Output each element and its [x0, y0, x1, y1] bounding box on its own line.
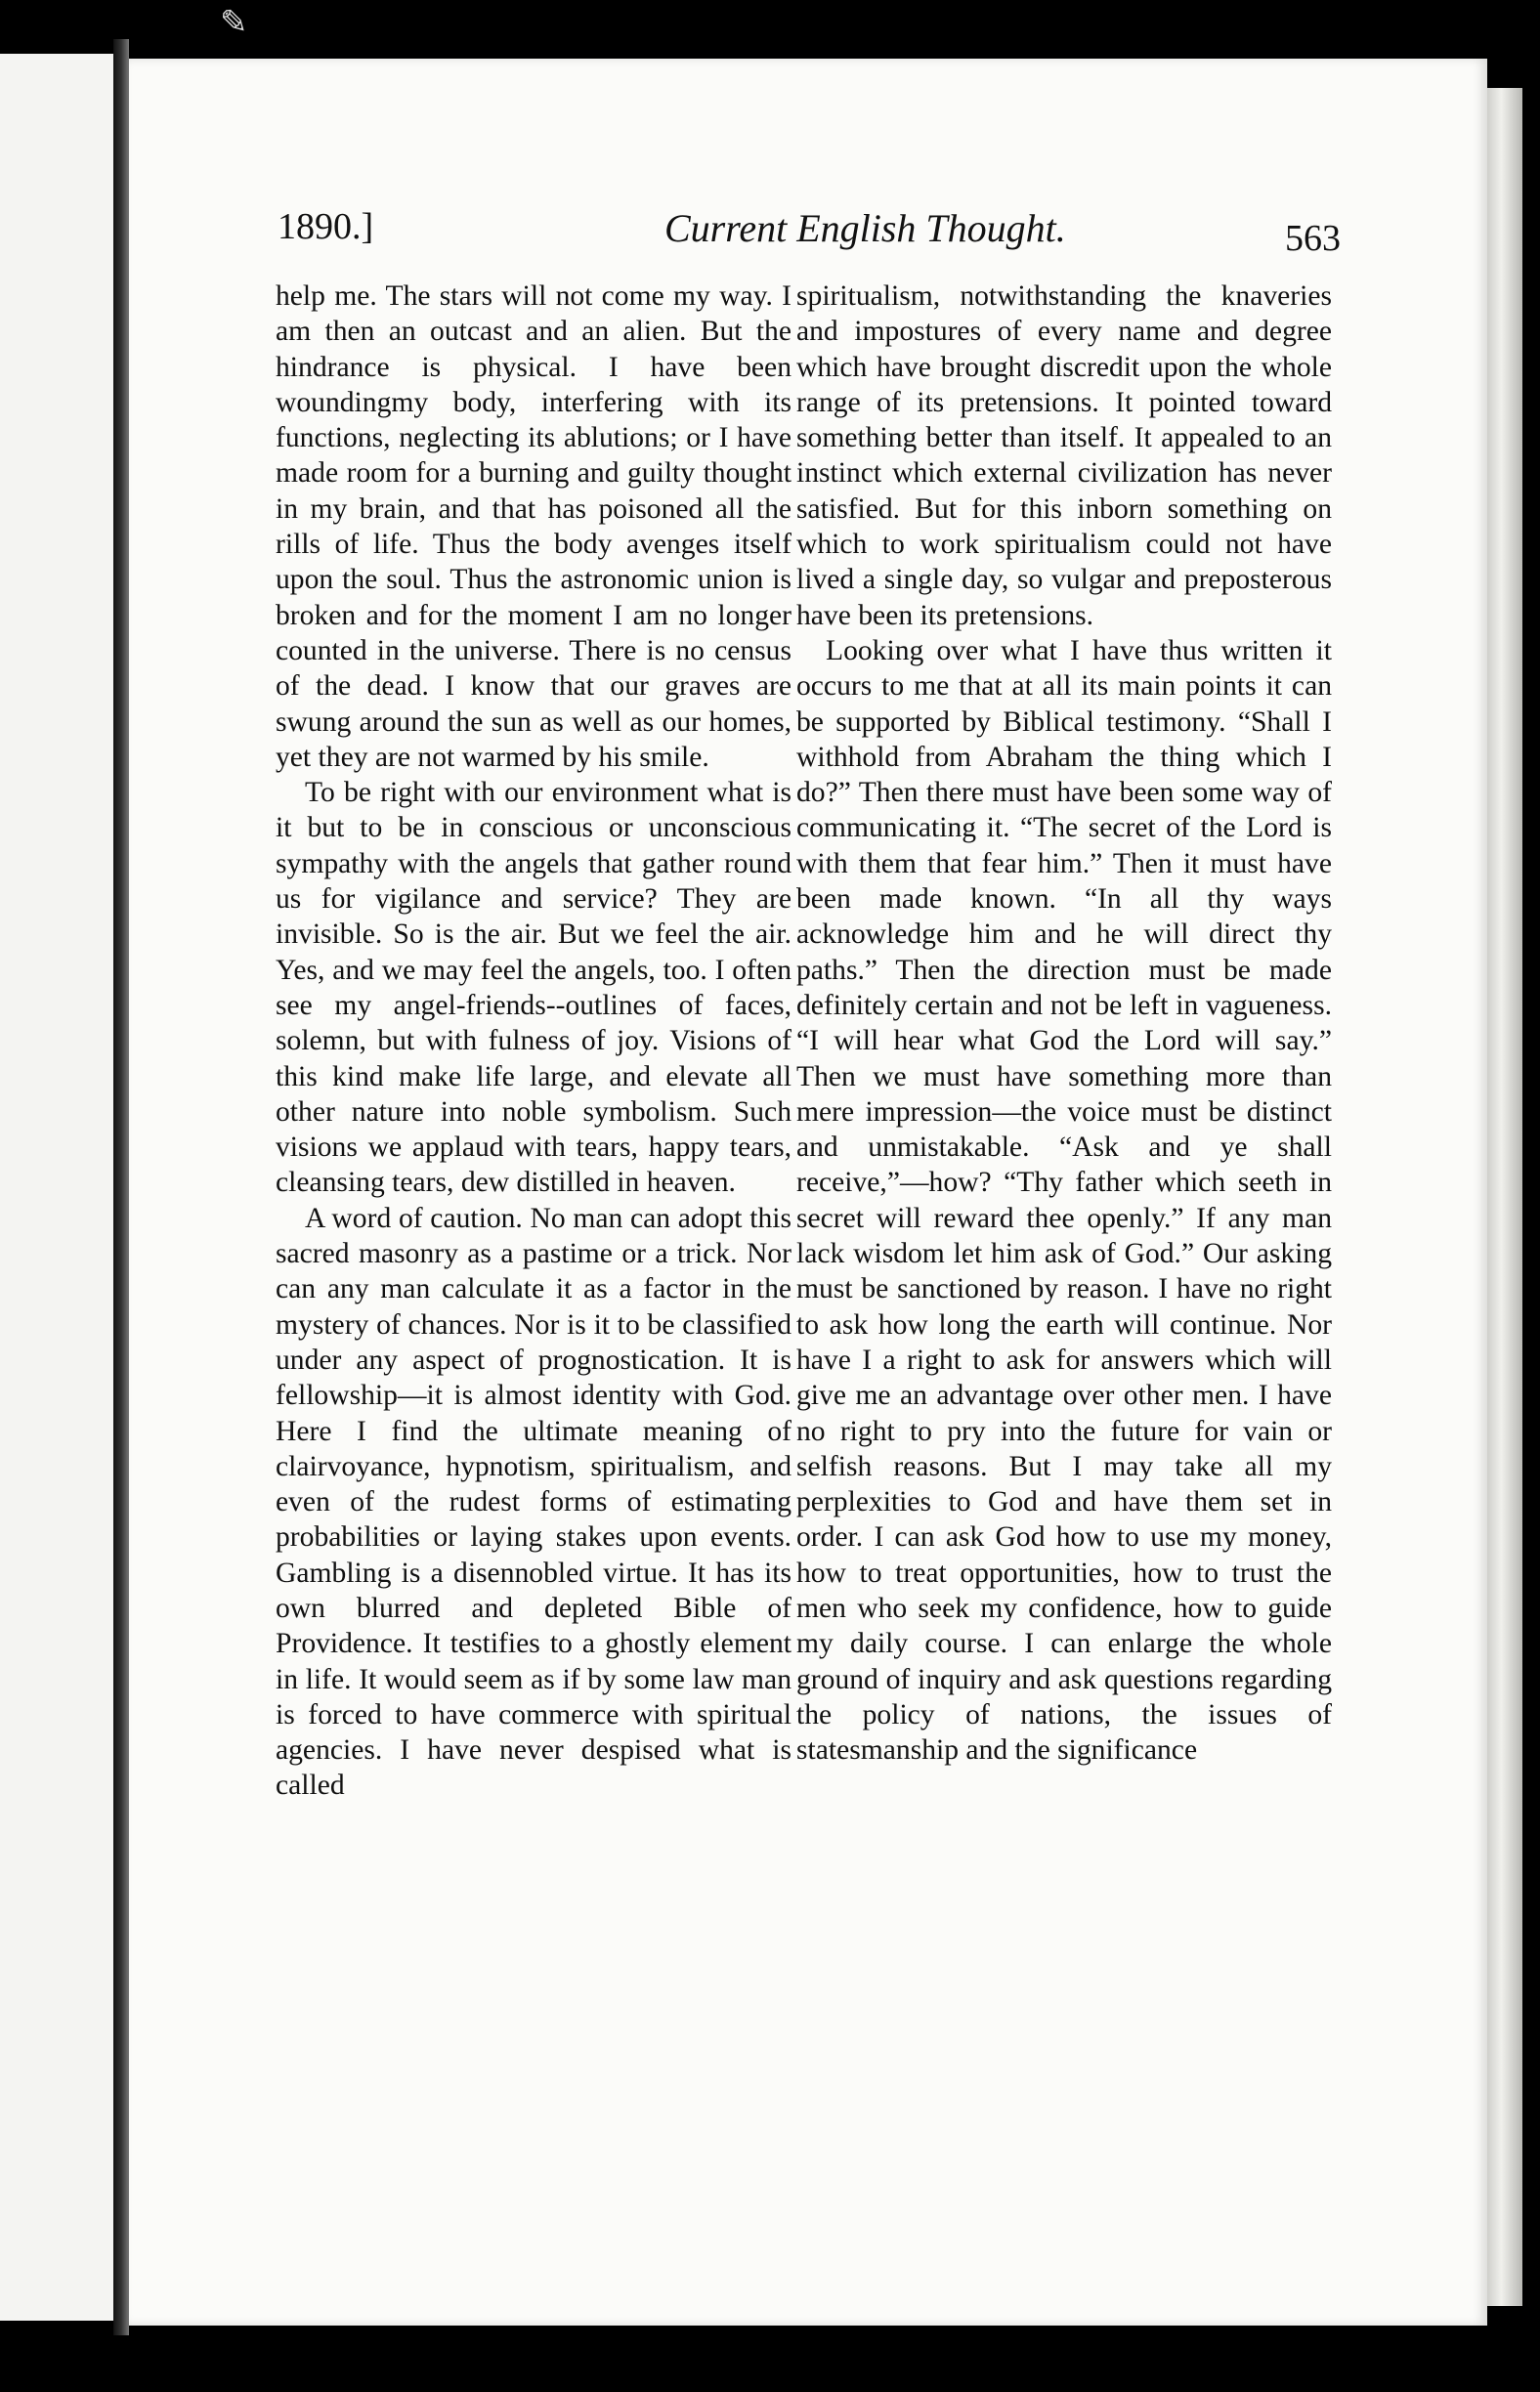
paragraph: spiritualism, notwithstanding the knaveries and impostures of every name and degree which have brought discredit upon the whole range of its pretensions. It pointed toward something better than itself. It appealed to an instinct which external civilization has never satisfied. But for this inborn something on which to work spiritualism could not have lived a single day, so vulgar and preposterous have been its pretensions.: [796, 280, 1332, 631]
paragraph: A word of caution. No man can adopt this sacred masonry as a pastime or a trick. Nor can any man calculate it as a factor in the mystery of chances. Nor is it to be classified under any aspect of prognostication. It is fellowship—it is almost identity with God. Here I find the ultimate meaning of clairvoyance, hypnotism, spiritualism, and even of the rudest forms of estimating probabilities or laying stakes upon events. Gambling is a disennobled virtue. It has its own blurred and depleted Bible of Providence. It testifies to a ghostly element in life. It would seem as if by some law man is forced to have commerce with spiritual agencies. I have never despised what is called: [276, 1202, 791, 1802]
scan-artifact: ✎: [220, 5, 248, 41]
right-text-column: [796, 278, 1332, 1768]
page-stack-edge: [1487, 88, 1522, 2306]
facing-page-edge: [0, 54, 113, 2321]
running-header-year: 1890.]: [278, 206, 374, 247]
paragraph: Looking over what I have thus written it occurs to me that at all its main points it can be supported by Biblical testimony. “Shall I withhold from Abraham the thing which I do?” Then there must have been some way of communicating it. “The secret of the Lord is with them that fear him.” Then it must have been made known. “In all thy ways acknowledge him and he will direct thy paths.” Then the direction must be made definitely certain and not be left in vagueness. “I will hear what God the Lord will say.” Then we must have something more than mere impression—the voice must be distinct and unmistakable. “Ask and ye shall receive,”—how? “Thy father which seeth in secret will reward thee openly.” If any man lack wisdom let him ask of God.” Our asking must be sanctioned by reason. I have no right to ask how long the earth will continue. Nor have I a right to ask for answers which will give me an advantage over other men. I have no right to pry into the future for vain or selfish reasons. But I may take all my perplexities to God and have them set in order. I can ask God how to use my money, how to treat opportunities, how to trust the men who seek my confidence, how to guide my daily course. I can enlarge the whole ground of inquiry and ask questions regarding the policy of nations, the issues of statesmanship and the significance: [796, 634, 1332, 1767]
book-spine: [113, 39, 129, 2335]
paragraph: To be right with our environment what is it but to be in conscious or unconscious sympathy with the angels that gather round us for vigilance and service? They are invisible. So is the air. But we feel the air. Yes, and we may feel the angels, too. I often see my angel-friends--outlines of faces, solemn, but with fulness of joy. Visions of this kind make life large, and elevate all other nature into noble symbolism. Such visions we applaud with tears, happy tears, cleansing tears, dew distilled in heaven.: [276, 777, 791, 1199]
running-header-title: Current English Thought.: [664, 206, 1066, 250]
left-text-column: [276, 278, 791, 1804]
page-number: 563: [1285, 218, 1341, 259]
paragraph: help me. The stars will not come my way. I am then an outcast and an alien. But the hindrance is physical. I have been woundingmy body, interfering with its functions, neglecting its ablutions; or I have made room for a burning and guilty thought in my brain, and that has poisoned all the rills of life. Thus the body avenges itself upon the soul. Thus the astronomic union is broken and for the moment I am no longer counted in the universe. There is no census of the dead. I know that our graves are swung around the sun as well as our homes, yet they are not warmed by his smile.: [276, 280, 791, 773]
